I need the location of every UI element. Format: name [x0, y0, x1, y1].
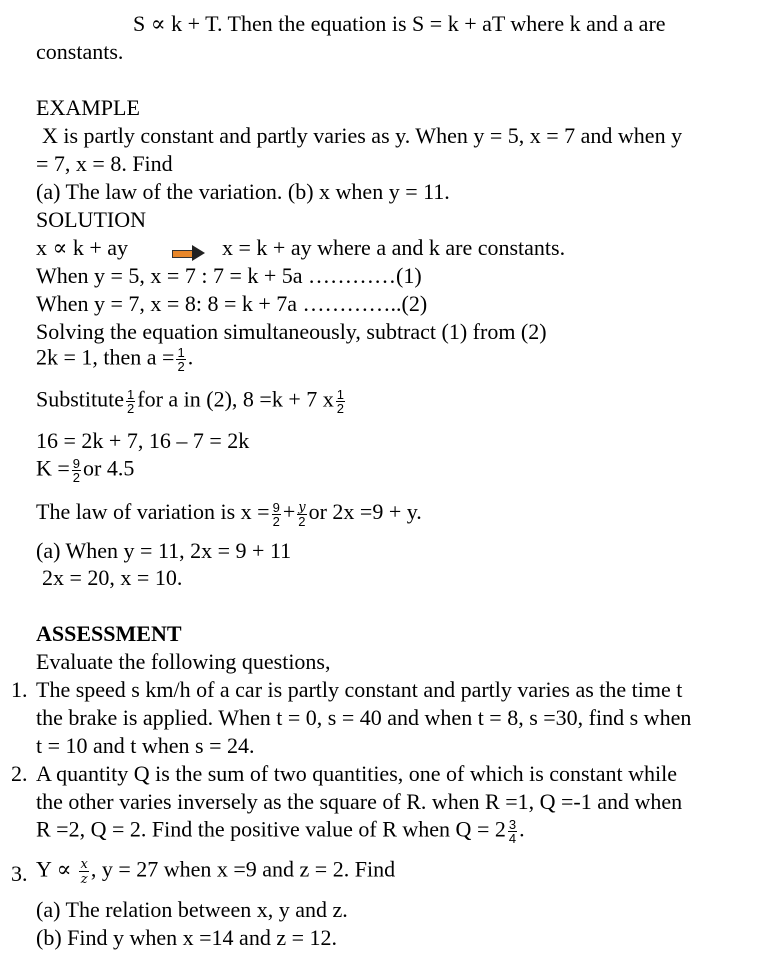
fraction-y-half: $\frac{y}{2}$: [298, 500, 306, 529]
right-arrow-icon: [172, 240, 206, 262]
question-1-number: 1.: [11, 677, 28, 702]
question-2-number: 2.: [11, 761, 28, 786]
fraction-x-over-z: $\frac{x}{z}$: [80, 857, 88, 887]
intro-line-1: S ∝ k + T. Then the equation is S = k + aT where k and a are: [133, 11, 666, 36]
question-2-line-3: R =2, Q = 2. Find the positive value of R when Q = 2 $\frac{3}{4}$ .: [36, 816, 525, 846]
question-3-part-a: (a) The relation between x, y and z.: [36, 897, 348, 922]
question-1-line-1: The speed s km/h of a car is partly constant and partly varies as the time t: [36, 677, 683, 702]
solution-line-9: The law of variation is x = $\frac{9}{2}$ + $\frac{y}{2}$ or 2x =9 + y.: [36, 499, 422, 529]
solution-line-1: [36, 237, 128, 259]
solution-line-3: When y = 7, x = 8: 8 = k + 7a …………..(2): [36, 291, 428, 316]
fraction-one-half: $\frac{1}{2}$: [177, 345, 185, 374]
question-3-number: 3.: [11, 861, 28, 886]
solution-line-2: When y = 5, x = 7 : 7 = k + 5a …………(1): [36, 263, 422, 288]
solution-line-5-text: 2k = 1, then a =: [36, 344, 175, 370]
solution-line-4: Solving the equation simultaneously, subtract (1) from (2): [36, 319, 547, 344]
fraction-three-quarters: $\frac{3}{4}$: [508, 817, 517, 846]
example-question-line-2: = 7, x = 8. Find: [36, 151, 173, 176]
question-3-part-b: (b) Find y when x =14 and z = 12.: [36, 925, 337, 950]
solution-line-7: 16 = 2k + 7, 16 – 7 = 2k: [36, 428, 250, 453]
solution-line-5: 2k = 1, then a = $\frac{1}{2}$ .: [36, 344, 194, 374]
example-question-line-1: X is partly constant and partly varies as y. When y = 5, x = 7 and when y: [42, 123, 683, 148]
solution-line-1-left: x ∝ k + ay: [36, 235, 129, 260]
assessment-heading: ASSESSMENT: [36, 621, 182, 646]
solution-line-11: 2x = 20, x = 10.: [42, 565, 183, 590]
example-heading: EXAMPLE: [36, 95, 140, 120]
solution-line-8: K = $\frac{9}{2}$ or 4.5: [36, 455, 135, 485]
assessment-intro: Evaluate the following questions,: [36, 649, 331, 674]
solution-line-10: (a) When y = 11, 2x = 9 + 11: [36, 538, 292, 563]
solution-heading: SOLUTION: [36, 207, 146, 232]
solution-line-6: Substitute $\frac{1}{2}$ for a in (2), 8 =k + 7 x $\frac{1}{2}$: [36, 386, 344, 416]
fraction-one-half: $\frac{1}{2}$: [127, 387, 135, 416]
question-1-line-3: t = 10 and t when s = 24.: [36, 733, 255, 758]
question-2-line-2: the other varies inversely as the square of R. when R =1, Q =-1 and when: [36, 789, 683, 814]
fraction-nine-half: $\frac{9}{2}$: [72, 456, 81, 485]
intro-line-2: constants.: [36, 39, 124, 64]
question-2-line-1: A quantity Q is the sum of two quantities, one of which is constant while: [36, 761, 677, 786]
question-3-line-1: Y ∝ $\frac{x}{z}$ , y = 27 when x =9 and z = 2. Find: [36, 856, 396, 887]
solution-line-1-right: x = k + ay where a and k are constants.: [222, 235, 566, 260]
fraction-one-half: $\frac{1}{2}$: [336, 387, 344, 416]
question-1-line-2: the brake is applied. When t = 0, s = 40 and when t = 8, s =30, find s when: [36, 705, 692, 730]
fraction-nine-half: $\frac{9}{2}$: [272, 499, 280, 529]
example-question-line-3: (a) The law of the variation. (b) x when y = 11.: [36, 179, 450, 204]
